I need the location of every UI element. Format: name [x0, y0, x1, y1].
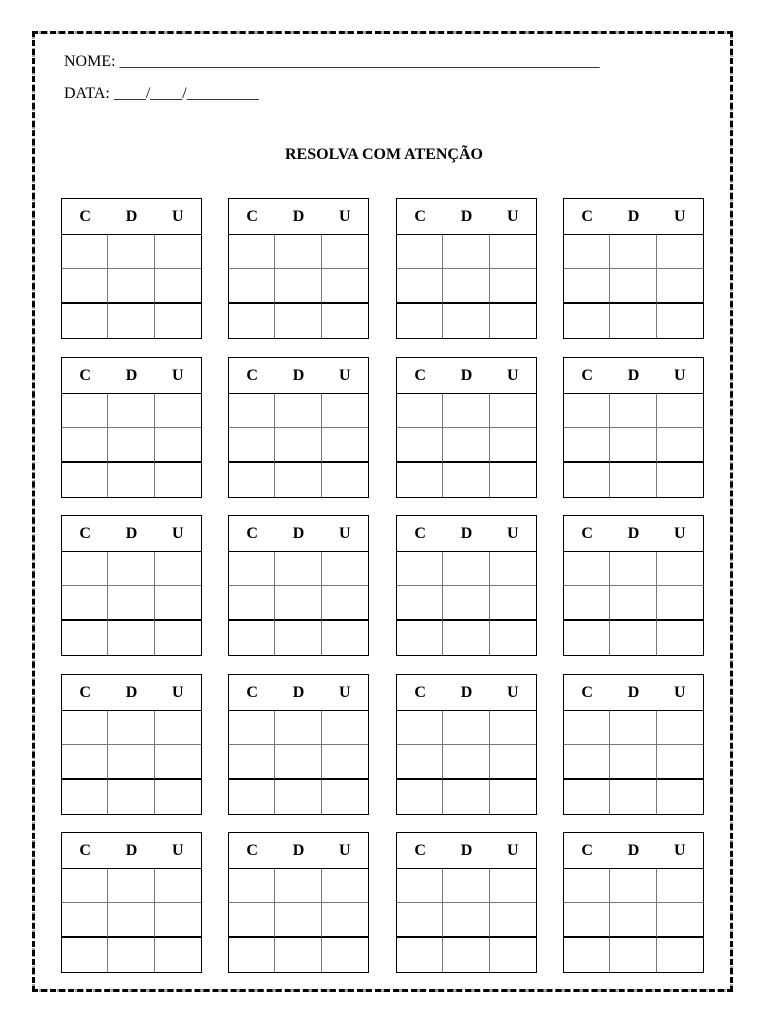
cdu-cell[interactable] [490, 235, 536, 269]
cdu-column-header: C [229, 358, 275, 394]
cdu-cell[interactable] [490, 621, 536, 655]
cdu-cell[interactable] [657, 711, 703, 745]
cdu-cell[interactable] [657, 745, 703, 779]
cdu-cell[interactable] [229, 463, 275, 497]
cdu-column-header: D [610, 358, 656, 394]
cdu-cell[interactable] [397, 938, 443, 972]
cdu-cell[interactable] [610, 235, 656, 269]
cdu-column-header: U [155, 833, 201, 869]
cdu-cell[interactable] [108, 586, 154, 620]
cdu-cell[interactable] [275, 463, 321, 497]
cdu-cell[interactable] [155, 463, 201, 497]
cdu-column-header: C [229, 516, 275, 552]
cdu-cell[interactable] [62, 869, 108, 903]
cdu-cell[interactable] [397, 304, 443, 338]
cdu-cell[interactable] [275, 780, 321, 814]
date-blank[interactable]: ____/____/_________ [113, 85, 259, 102]
cdu-cell[interactable] [229, 903, 275, 937]
cdu-cell[interactable] [322, 621, 368, 655]
cdu-cell[interactable] [322, 780, 368, 814]
cdu-column-header: U [322, 358, 368, 394]
cdu-cell[interactable] [397, 711, 443, 745]
cdu-cell[interactable] [62, 269, 108, 303]
cdu-column-header: U [490, 833, 536, 869]
name-label: NOME: [64, 53, 120, 70]
cdu-cell[interactable] [322, 269, 368, 303]
cdu-cell[interactable] [322, 463, 368, 497]
cdu-cell[interactable] [564, 269, 610, 303]
cdu-cell[interactable] [62, 304, 108, 338]
cdu-cell[interactable] [322, 428, 368, 462]
cdu-cell[interactable] [443, 269, 489, 303]
cdu-box [396, 515, 537, 656]
cdu-cell[interactable] [397, 235, 443, 269]
cdu-cell[interactable] [610, 869, 656, 903]
cdu-box [396, 357, 537, 498]
cdu-cell[interactable] [657, 621, 703, 655]
cdu-column-header: D [443, 516, 489, 552]
cdu-cell[interactable] [490, 552, 536, 586]
cdu-cell[interactable] [108, 711, 154, 745]
cdu-cell[interactable] [397, 552, 443, 586]
cdu-cell[interactable] [610, 903, 656, 937]
cdu-cell[interactable] [397, 269, 443, 303]
cdu-cell[interactable] [62, 428, 108, 462]
cdu-column-header: C [229, 833, 275, 869]
cdu-cell[interactable] [564, 463, 610, 497]
cdu-cell[interactable] [397, 745, 443, 779]
cdu-cell[interactable] [275, 428, 321, 462]
cdu-column-header: D [443, 833, 489, 869]
cdu-cell[interactable] [490, 463, 536, 497]
cdu-cell[interactable] [657, 428, 703, 462]
cdu-cell[interactable] [62, 586, 108, 620]
cdu-column-header: U [155, 199, 201, 235]
cdu-cell[interactable] [229, 428, 275, 462]
cdu-cell[interactable] [155, 745, 201, 779]
cdu-cell[interactable] [229, 552, 275, 586]
cdu-cell[interactable] [229, 745, 275, 779]
cdu-cell[interactable] [275, 304, 321, 338]
cdu-cell[interactable] [108, 463, 154, 497]
cdu-cell[interactable] [275, 586, 321, 620]
cdu-cell[interactable] [155, 552, 201, 586]
cdu-box [563, 515, 704, 656]
cdu-cell[interactable] [397, 869, 443, 903]
cdu-cell[interactable] [610, 304, 656, 338]
cdu-box [228, 357, 369, 498]
cdu-column-header: C [397, 199, 443, 235]
cdu-cell[interactable] [443, 869, 489, 903]
cdu-cell[interactable] [397, 428, 443, 462]
cdu-cell[interactable] [657, 903, 703, 937]
page-title: RESOLVA COM ATENÇÃO [285, 146, 483, 163]
cdu-cell[interactable] [610, 552, 656, 586]
cdu-column-header: D [275, 199, 321, 235]
cdu-column-header: C [62, 675, 108, 711]
cdu-cell[interactable] [490, 903, 536, 937]
cdu-column-header: C [564, 199, 610, 235]
cdu-cell[interactable] [564, 621, 610, 655]
cdu-cell[interactable] [610, 463, 656, 497]
cdu-cell[interactable] [657, 269, 703, 303]
cdu-cell[interactable] [62, 780, 108, 814]
cdu-box [563, 198, 704, 339]
cdu-cell[interactable] [397, 621, 443, 655]
cdu-cell[interactable] [657, 780, 703, 814]
cdu-cell[interactable] [229, 304, 275, 338]
cdu-cell[interactable] [322, 552, 368, 586]
cdu-column-header: U [657, 199, 703, 235]
cdu-cell[interactable] [108, 304, 154, 338]
cdu-cell[interactable] [275, 745, 321, 779]
cdu-cell[interactable] [564, 235, 610, 269]
cdu-column-header: U [155, 358, 201, 394]
cdu-cell[interactable] [275, 394, 321, 428]
cdu-column-header: D [443, 675, 489, 711]
cdu-cell[interactable] [322, 586, 368, 620]
cdu-cell[interactable] [490, 428, 536, 462]
cdu-column-header: C [62, 833, 108, 869]
cdu-column-header: U [322, 833, 368, 869]
cdu-cell[interactable] [657, 304, 703, 338]
cdu-cell[interactable] [275, 711, 321, 745]
cdu-column-header: U [657, 358, 703, 394]
cdu-cell[interactable] [610, 428, 656, 462]
cdu-cell[interactable] [229, 586, 275, 620]
cdu-cell[interactable] [443, 304, 489, 338]
cdu-column-header: C [62, 358, 108, 394]
cdu-cell[interactable] [490, 304, 536, 338]
cdu-column-header: C [564, 675, 610, 711]
cdu-cell[interactable] [397, 463, 443, 497]
cdu-cell[interactable] [443, 711, 489, 745]
cdu-cell[interactable] [229, 269, 275, 303]
cdu-cell[interactable] [62, 711, 108, 745]
cdu-box [228, 515, 369, 656]
cdu-cell[interactable] [108, 745, 154, 779]
cdu-cell[interactable] [275, 938, 321, 972]
cdu-cell[interactable] [155, 586, 201, 620]
cdu-column-header: C [229, 675, 275, 711]
cdu-cell[interactable] [62, 394, 108, 428]
cdu-cell[interactable] [108, 780, 154, 814]
cdu-cell[interactable] [322, 394, 368, 428]
cdu-cell[interactable] [564, 903, 610, 937]
cdu-cell[interactable] [275, 621, 321, 655]
cdu-column-header: D [610, 199, 656, 235]
cdu-cell[interactable] [229, 869, 275, 903]
cdu-cell[interactable] [229, 780, 275, 814]
cdu-cell[interactable] [275, 869, 321, 903]
cdu-cell[interactable] [322, 869, 368, 903]
cdu-cell[interactable] [564, 428, 610, 462]
cdu-column-header: C [564, 358, 610, 394]
cdu-cell[interactable] [155, 394, 201, 428]
cdu-cell[interactable] [564, 745, 610, 779]
cdu-cell[interactable] [155, 711, 201, 745]
cdu-cell[interactable] [275, 269, 321, 303]
cdu-cell[interactable] [490, 586, 536, 620]
cdu-cell[interactable] [657, 235, 703, 269]
cdu-cell[interactable] [657, 463, 703, 497]
cdu-cell[interactable] [490, 711, 536, 745]
cdu-cell[interactable] [322, 235, 368, 269]
cdu-cell[interactable] [610, 745, 656, 779]
cdu-cell[interactable] [564, 780, 610, 814]
cdu-cell[interactable] [155, 869, 201, 903]
cdu-cell[interactable] [397, 586, 443, 620]
cdu-cell[interactable] [229, 711, 275, 745]
cdu-cell[interactable] [564, 586, 610, 620]
cdu-column-header: D [275, 358, 321, 394]
cdu-column-header: U [490, 199, 536, 235]
cdu-cell[interactable] [657, 552, 703, 586]
cdu-cell[interactable] [62, 463, 108, 497]
cdu-box [228, 674, 369, 815]
cdu-column-header: D [275, 516, 321, 552]
cdu-cell[interactable] [610, 711, 656, 745]
cdu-cell[interactable] [657, 394, 703, 428]
cdu-cell[interactable] [397, 903, 443, 937]
cdu-cell[interactable] [443, 552, 489, 586]
cdu-box [396, 832, 537, 973]
cdu-cell[interactable] [490, 269, 536, 303]
cdu-column-header: D [443, 199, 489, 235]
cdu-box [563, 357, 704, 498]
date-field[interactable] [64, 85, 259, 103]
cdu-cell[interactable] [155, 235, 201, 269]
cdu-box [563, 832, 704, 973]
cdu-cell[interactable] [610, 621, 656, 655]
name-field[interactable] [64, 53, 600, 71]
cdu-column-header: C [397, 675, 443, 711]
cdu-cell[interactable] [229, 235, 275, 269]
cdu-column-header: U [657, 516, 703, 552]
cdu-cell[interactable] [108, 869, 154, 903]
cdu-cell[interactable] [322, 745, 368, 779]
cdu-column-header: C [564, 833, 610, 869]
cdu-cell[interactable] [443, 463, 489, 497]
cdu-column-header: D [108, 199, 154, 235]
cdu-column-header: U [155, 516, 201, 552]
cdu-column-header: U [657, 833, 703, 869]
cdu-column-header: D [108, 675, 154, 711]
cdu-cell[interactable] [657, 869, 703, 903]
cdu-cell[interactable] [275, 903, 321, 937]
cdu-cell[interactable] [155, 903, 201, 937]
cdu-cell[interactable] [443, 938, 489, 972]
cdu-cell[interactable] [155, 621, 201, 655]
cdu-box [61, 198, 202, 339]
cdu-cell[interactable] [443, 780, 489, 814]
cdu-cell[interactable] [108, 394, 154, 428]
cdu-cell[interactable] [229, 938, 275, 972]
cdu-cell[interactable] [490, 394, 536, 428]
cdu-cell[interactable] [108, 621, 154, 655]
cdu-cell[interactable] [155, 938, 201, 972]
cdu-column-header: C [397, 358, 443, 394]
cdu-box [228, 832, 369, 973]
cdu-cell[interactable] [397, 780, 443, 814]
cdu-cell[interactable] [564, 394, 610, 428]
cdu-cell[interactable] [62, 235, 108, 269]
cdu-cell[interactable] [443, 903, 489, 937]
cdu-cell[interactable] [322, 938, 368, 972]
cdu-cell[interactable] [490, 780, 536, 814]
cdu-box [396, 198, 537, 339]
cdu-cell[interactable] [108, 938, 154, 972]
cdu-column-header: U [490, 675, 536, 711]
cdu-cell[interactable] [229, 394, 275, 428]
cdu-cell[interactable] [610, 938, 656, 972]
cdu-box [61, 674, 202, 815]
cdu-cell[interactable] [490, 869, 536, 903]
cdu-cell[interactable] [490, 745, 536, 779]
cdu-cell[interactable] [108, 235, 154, 269]
cdu-column-header: D [610, 516, 656, 552]
cdu-column-header: C [62, 516, 108, 552]
cdu-cell[interactable] [155, 269, 201, 303]
cdu-column-header: U [322, 199, 368, 235]
cdu-cell[interactable] [275, 552, 321, 586]
cdu-cell[interactable] [108, 903, 154, 937]
cdu-cell[interactable] [657, 586, 703, 620]
name-blank[interactable]: ____________________________________________________________ [119, 53, 600, 70]
cdu-column-header: C [564, 516, 610, 552]
cdu-cell[interactable] [155, 780, 201, 814]
cdu-cell[interactable] [657, 938, 703, 972]
cdu-cell[interactable] [564, 304, 610, 338]
cdu-cell[interactable] [564, 552, 610, 586]
cdu-cell[interactable] [610, 269, 656, 303]
cdu-cell[interactable] [62, 903, 108, 937]
cdu-column-header: D [108, 358, 154, 394]
cdu-cell[interactable] [322, 304, 368, 338]
cdu-cell[interactable] [397, 394, 443, 428]
cdu-column-header: D [610, 675, 656, 711]
cdu-column-header: C [62, 199, 108, 235]
cdu-cell[interactable] [443, 428, 489, 462]
cdu-cell[interactable] [443, 394, 489, 428]
cdu-cell[interactable] [108, 428, 154, 462]
cdu-column-header: C [397, 833, 443, 869]
cdu-column-header: D [443, 358, 489, 394]
cdu-cell[interactable] [108, 269, 154, 303]
cdu-cell[interactable] [443, 586, 489, 620]
cdu-box [396, 674, 537, 815]
cdu-box [61, 832, 202, 973]
cdu-cell[interactable] [610, 394, 656, 428]
cdu-box [61, 515, 202, 656]
cdu-cell[interactable] [62, 938, 108, 972]
cdu-column-header: D [108, 833, 154, 869]
cdu-cell[interactable] [322, 903, 368, 937]
cdu-cell[interactable] [443, 235, 489, 269]
cdu-box [228, 198, 369, 339]
cdu-cell[interactable] [275, 235, 321, 269]
cdu-cell[interactable] [62, 745, 108, 779]
cdu-column-header: U [490, 516, 536, 552]
cdu-column-header: D [275, 833, 321, 869]
cdu-cell[interactable] [155, 304, 201, 338]
cdu-column-header: C [397, 516, 443, 552]
cdu-column-header: U [657, 675, 703, 711]
cdu-cell[interactable] [108, 552, 154, 586]
cdu-column-header: U [322, 516, 368, 552]
cdu-column-header: C [229, 199, 275, 235]
cdu-cell[interactable] [564, 869, 610, 903]
cdu-column-header: D [275, 675, 321, 711]
cdu-column-header: U [155, 675, 201, 711]
date-label: DATA: [64, 85, 114, 102]
cdu-cell[interactable] [490, 938, 536, 972]
cdu-cell[interactable] [155, 428, 201, 462]
cdu-column-header: D [108, 516, 154, 552]
cdu-box [563, 674, 704, 815]
cdu-cell[interactable] [229, 621, 275, 655]
cdu-column-header: U [490, 358, 536, 394]
cdu-column-header: U [322, 675, 368, 711]
cdu-cell[interactable] [610, 780, 656, 814]
cdu-cell[interactable] [610, 586, 656, 620]
cdu-cell[interactable] [322, 711, 368, 745]
cdu-cell[interactable] [443, 621, 489, 655]
cdu-column-header: D [610, 833, 656, 869]
cdu-cell[interactable] [62, 552, 108, 586]
cdu-cell[interactable] [62, 621, 108, 655]
cdu-box [61, 357, 202, 498]
cdu-cell[interactable] [443, 745, 489, 779]
cdu-cell[interactable] [564, 711, 610, 745]
cdu-cell[interactable] [564, 938, 610, 972]
